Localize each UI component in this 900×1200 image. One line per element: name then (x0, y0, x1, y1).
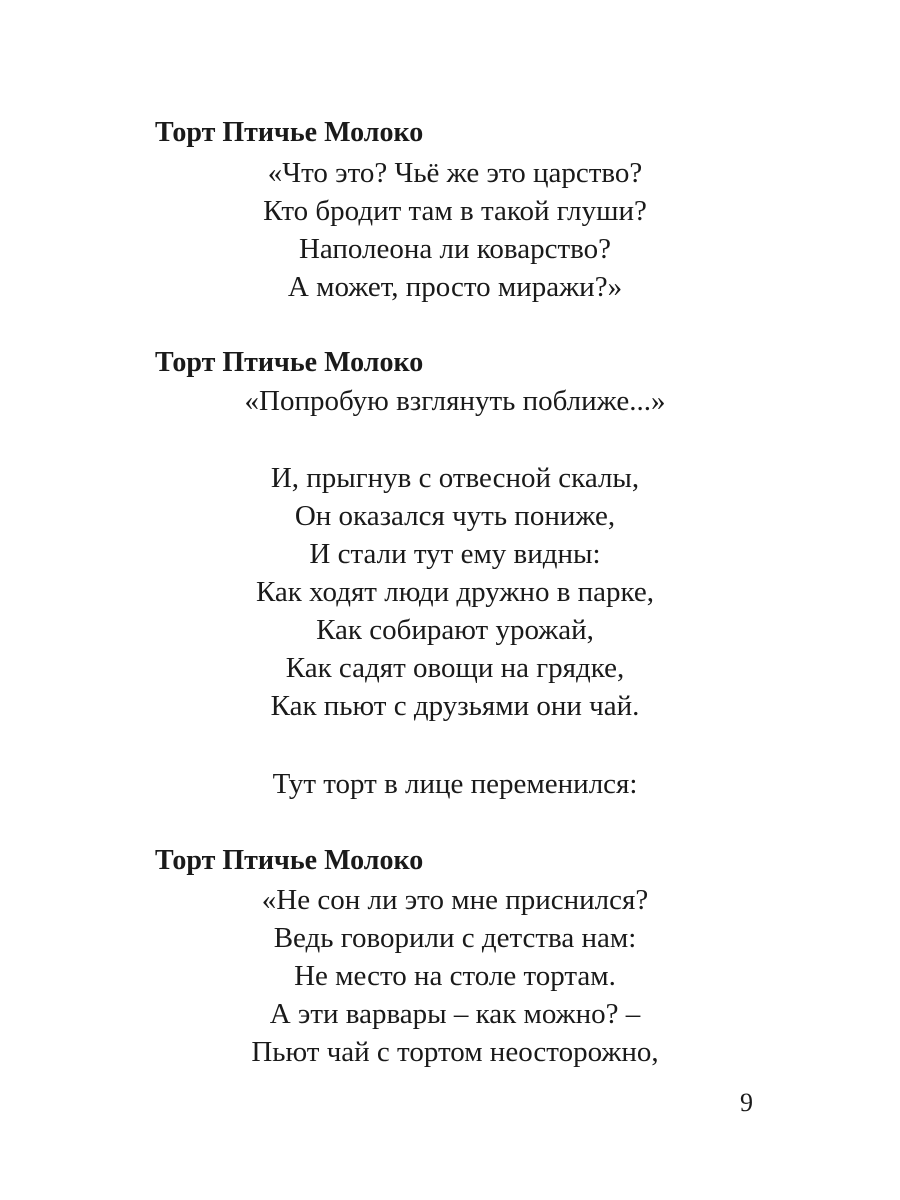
verse-line: Ведь говорили с детства нам: (273, 922, 637, 954)
verse-line: Кто бродит там в такой глуши? (263, 195, 647, 227)
verse-line: Тут торт в лице переменился: (272, 768, 638, 800)
verse-line: Наполеона ли коварство? (298, 233, 611, 265)
speaker-name: Торт Птичье Молоко (155, 845, 424, 876)
verse-line: И стали тут ему видны: (309, 538, 601, 570)
verse-line: Пьют чай с тортом неосторожно, (251, 1036, 659, 1068)
verse-line: И, прыгнув с отвесной скалы, (270, 462, 640, 494)
verse-line: «Что это? Чьё же это царство? (267, 157, 643, 189)
verse-line: Как садят овощи на грядке, (285, 652, 625, 684)
verse-line: Как ходят люди дружно в парке, (255, 576, 655, 608)
speaker-name: Торт Птичье Молоко (155, 117, 424, 148)
page-number: 9 (740, 1088, 753, 1117)
verse-line: Он оказался чуть пониже, (294, 500, 616, 532)
verse-line: А может, просто миражи?» (287, 271, 623, 303)
speaker-name: Торт Птичье Молоко (155, 347, 424, 378)
verse-line: А эти варвары – как можно? – (269, 998, 641, 1030)
verse-line: Как собирают урожай, (316, 614, 594, 646)
verse-line: Как пьют с друзьями они чай. (270, 690, 640, 722)
verse-line: «Попробую взглянуть поближе...» (244, 385, 666, 417)
verse-line: Не место на столе тортам. (294, 960, 616, 992)
verse-line: «Не сон ли это мне приснился? (261, 884, 649, 916)
